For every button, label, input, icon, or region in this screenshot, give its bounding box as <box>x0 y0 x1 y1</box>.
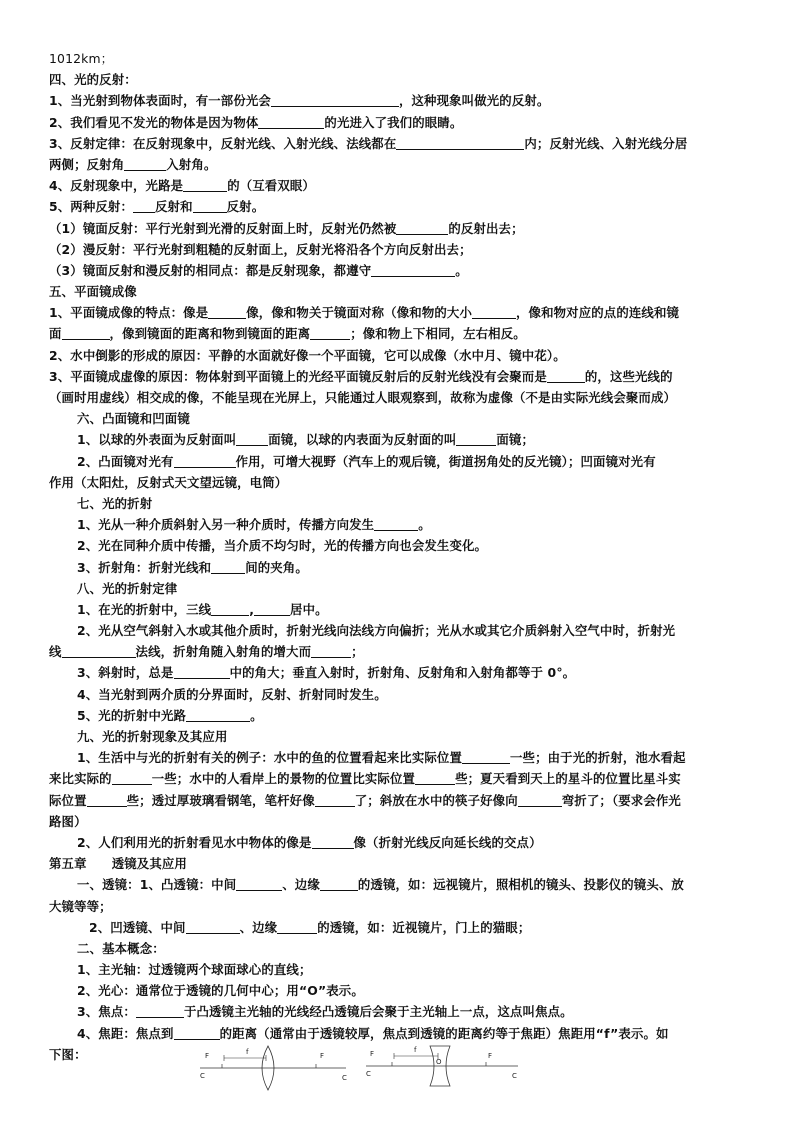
text-segment: 来比实际的 <box>49 771 112 787</box>
text-segment: 的反射出去； <box>448 220 524 236</box>
text-line <box>49 514 749 535</box>
text-segment: 第五章 透镜及其应用 <box>49 856 187 872</box>
text-segment: 1、主光轴：过透镜两个球面球心的直线； <box>77 962 312 978</box>
text-segment: 线 <box>49 644 62 660</box>
text-line <box>49 578 749 599</box>
text-segment: 。 <box>418 517 431 533</box>
text-segment: 作用，可增大视野（汽车上的观后镜，街道拐角处的反光镜）；凹面镜对光有 <box>235 453 656 469</box>
concave-f-label: f <box>414 1046 417 1054</box>
text-segment: 、边缘 <box>282 877 320 893</box>
convex-F-left: F <box>205 1052 210 1060</box>
text-segment: 。 <box>455 262 468 278</box>
text-segment: 中的角大；垂直入射时，折射角、反射角和入射角都等于 0°。 <box>229 665 576 681</box>
text-segment: 八、光的折射定律 <box>77 580 178 596</box>
text-line <box>49 726 749 747</box>
text-line <box>49 196 749 217</box>
fill-in-blank[interactable] <box>133 199 155 213</box>
convex-f-label: f <box>246 1048 249 1056</box>
text-segment: 的透镜，如：近视镜片，门上的猫眼； <box>317 919 531 935</box>
text-segment: 1、当光射到物体表面时，有一部份光会 <box>49 93 271 109</box>
text-segment: 3、斜射时，总是 <box>77 665 174 681</box>
fill-in-blank[interactable] <box>371 263 455 277</box>
fill-in-blank[interactable] <box>374 517 418 531</box>
text-segment: 些；透过厚玻璃看钢笔，笔杆好像 <box>126 792 315 808</box>
fill-in-blank[interactable] <box>415 771 455 785</box>
text-line <box>49 281 749 302</box>
concave-C-right: C <box>512 1072 517 1080</box>
text-line <box>49 387 749 408</box>
text-line <box>49 832 749 853</box>
text-segment: 二、基本概念： <box>77 940 165 956</box>
concave-F-left: F <box>370 1050 375 1058</box>
fill-in-blank[interactable] <box>462 750 510 764</box>
text-line <box>49 218 749 239</box>
text-segment: 际位置 <box>49 792 87 808</box>
text-segment: 5、两种反射： <box>49 199 134 215</box>
fill-in-blank[interactable] <box>271 93 399 107</box>
text-segment: ，像到镜面的距离和物到镜面的距离 <box>109 326 311 342</box>
text-segment: 2、光从空气斜射入水或其他介质时，折射光线向法线方向偏折；光从水或其它介质斜射入空气中时，折射光 <box>77 623 676 639</box>
text-segment: 四、光的反射： <box>49 72 137 88</box>
text-line <box>49 154 749 175</box>
text-segment: 面镜，以球的内表面为反射面的叫 <box>268 432 457 448</box>
text-segment: 路图） <box>49 813 87 829</box>
text-segment: 一些；由于光的折射，池水看起 <box>510 750 686 766</box>
fill-in-blank[interactable] <box>310 326 350 340</box>
text-segment: 3、焦点： <box>77 1004 136 1020</box>
text-segment: 居中。 <box>290 601 328 617</box>
text-segment: 六、凸面镜和凹面镜 <box>77 411 190 427</box>
fill-in-blank[interactable] <box>186 708 250 722</box>
text-segment: 的距离（通常由于透镜较厚，焦点到透镜的距离约等于焦距）焦距用“f”表示。如 <box>219 1025 669 1041</box>
text-segment: 了；斜放在水中的筷子好像向 <box>354 792 518 808</box>
fill-in-blank[interactable] <box>87 793 127 807</box>
text-segment: 作用（太阳灶，反射式天文望远镜，电筒） <box>49 474 288 490</box>
text-segment: 1、以球的外表面为反射面叫 <box>77 432 237 448</box>
text-segment: ； <box>351 644 364 660</box>
text-segment: 反射。 <box>226 199 265 215</box>
fill-in-blank[interactable] <box>174 1026 220 1040</box>
convex-F-right: F <box>320 1052 325 1060</box>
text-line <box>49 853 749 874</box>
fill-in-blank[interactable] <box>174 665 230 679</box>
text-segment: 入射角。 <box>166 156 217 172</box>
fill-in-blank[interactable] <box>112 771 152 785</box>
text-segment: 下图： <box>49 1046 87 1062</box>
fill-in-blank[interactable] <box>396 136 524 150</box>
text-segment: 的，这些光线的 <box>584 368 673 384</box>
text-segment: 面镜； <box>496 432 534 448</box>
text-segment: 于凸透镜主光轴的光线经凸透镜后会聚于主光轴上一点，这点叫焦点。 <box>183 1004 573 1020</box>
text-line <box>49 811 749 832</box>
convex-lens-figure <box>200 1046 347 1090</box>
text-line <box>49 408 749 429</box>
concave-C-left: C <box>366 1070 371 1078</box>
text-line <box>49 535 749 556</box>
text-line <box>49 938 749 959</box>
text-segment: 2、水中倒影的形成的原因：平静的水面就好像一个平面镜，它可以成像（水中月、镜中花）。 <box>49 347 566 363</box>
text-line <box>49 175 749 196</box>
text-segment: 2、光在同种介质中传播，当介质不均匀时，光的传播方向也会发生变化。 <box>77 538 488 554</box>
fill-in-blank[interactable] <box>236 877 282 891</box>
text-segment: 2、凸面镜对光有 <box>77 453 174 469</box>
concave-lens-figure <box>366 1046 518 1086</box>
text-segment: 面 <box>49 326 62 342</box>
text-segment: ，这种现象叫做光的反射。 <box>398 93 550 109</box>
text-line <box>49 684 749 705</box>
text-segment: 像，像和物关于镜面对称（像和物的大小 <box>246 305 472 321</box>
text-line <box>49 260 749 281</box>
text-line <box>49 874 749 895</box>
text-segment: 2、凹透镜、中间 <box>89 919 186 935</box>
text-segment: 一、透镜：1、凸透镜：中间 <box>77 877 237 893</box>
text-segment: 1、平面镜成像的特点：像是 <box>49 305 209 321</box>
text-segment: 间的夹角。 <box>245 559 308 575</box>
fill-in-blank[interactable] <box>315 793 355 807</box>
text-segment: 反射和 <box>155 199 193 215</box>
text-line <box>49 48 749 69</box>
fill-in-blank[interactable] <box>518 793 562 807</box>
text-line <box>49 980 749 1001</box>
text-line <box>49 345 749 366</box>
text-segment: 弯折了；（要求会作光 <box>561 792 681 808</box>
text-line <box>49 790 749 811</box>
fill-in-blank[interactable] <box>208 305 246 319</box>
concave-O-label: O <box>436 1058 442 1066</box>
text-segment: 4、反射现象中，光路是 <box>49 178 184 194</box>
text-segment: ；像和物上下相同，左右相反。 <box>350 326 526 342</box>
fill-in-blank[interactable] <box>320 877 358 891</box>
fill-in-blank[interactable] <box>62 644 136 658</box>
text-line <box>49 302 749 323</box>
text-line <box>49 69 749 90</box>
text-line <box>49 662 749 683</box>
text-line <box>49 1001 749 1022</box>
text-line <box>49 112 749 133</box>
fill-in-blank[interactable] <box>547 369 585 383</box>
fill-in-blank[interactable] <box>472 305 516 319</box>
text-segment: 像（折射光线反向延长线的交点） <box>353 834 542 850</box>
text-segment: 的光进入了我们的眼睛。 <box>324 114 463 130</box>
text-line <box>49 366 749 387</box>
text-segment: 2、光心：通常位于透镜的几何中心；用“O”表示。 <box>77 983 364 999</box>
fill-in-blank[interactable] <box>456 432 496 446</box>
text-line <box>49 451 749 472</box>
text-line <box>49 133 749 154</box>
text-segment: （1）镜面反射：平行光射到光滑的反射面上时，反射光仍然被 <box>49 220 397 236</box>
text-line <box>49 747 749 768</box>
text-segment: 。 <box>250 707 263 723</box>
text-line <box>49 896 749 917</box>
text-line <box>49 599 749 620</box>
fill-in-blank[interactable] <box>311 644 351 658</box>
text-line <box>49 620 749 641</box>
fill-in-blank[interactable] <box>277 920 317 934</box>
text-segment: 的（互看双眼） <box>227 178 315 194</box>
text-segment: 2、我们看见不发光的物体是因为物体 <box>49 114 259 130</box>
text-segment: 1、生活中与光的折射有关的例子：水中的鱼的位置看起来比实际位置 <box>77 750 462 766</box>
convex-C-left: C <box>200 1072 205 1080</box>
text-segment: 4、焦距：焦点到 <box>77 1025 174 1041</box>
text-line <box>49 90 749 111</box>
document-body <box>49 48 749 1065</box>
text-segment: 法线，折射角随入射角的增大而 <box>135 644 312 660</box>
text-segment: （2）漫反射：平行光射到粗糙的反射面上，反射光将沿各个方向反射出去； <box>49 241 472 257</box>
text-segment: （3）镜面反射和漫反射的相同点：都是反射现象，都遵守 <box>49 262 372 278</box>
text-segment: 2、人们利用光的折射看见水中物体的像是 <box>77 834 312 850</box>
text-segment: 的透镜，如：远视镜片，照相机的镜头、投影仪的镜头、放 <box>357 877 684 893</box>
fill-in-blank[interactable] <box>236 432 268 446</box>
fill-in-blank[interactable] <box>124 157 166 171</box>
fill-in-blank[interactable] <box>211 602 249 616</box>
convex-C-right: C <box>342 1074 347 1082</box>
text-line <box>49 641 749 662</box>
text-segment: 1、在光的折射中，三线 <box>77 601 212 617</box>
text-segment: 五、平面镜成像 <box>49 284 137 300</box>
text-segment: 1012km； <box>49 51 114 66</box>
text-segment: 大镜等等； <box>49 898 112 914</box>
text-line <box>49 239 749 260</box>
text-segment: 一些；水中的人看岸上的景物的位置比实际位置 <box>151 771 416 787</box>
fill-in-blank[interactable] <box>136 1004 184 1018</box>
text-line <box>49 323 749 344</box>
text-line <box>49 472 749 493</box>
text-segment: （画时用虚线）相交成的像，不能呈现在光屏上，只能通过人眼观察到，故称为虚像（不是由实际光线会聚而成） <box>49 390 677 405</box>
text-segment: 、边缘 <box>239 919 278 935</box>
text-line <box>49 768 749 789</box>
text-line <box>49 959 749 980</box>
text-line <box>49 429 749 450</box>
text-segment: ，像和物对应的点的连线和镜 <box>516 305 680 321</box>
text-segment: 七、光的折射 <box>77 495 153 511</box>
text-line <box>49 917 749 938</box>
fill-in-blank[interactable] <box>62 326 110 340</box>
text-segment: 3、反射定律：在反射现象中，反射光线、入射光线、法线都在 <box>49 135 397 151</box>
text-segment: 两侧；反射角 <box>49 156 125 172</box>
fill-in-blank[interactable] <box>174 454 236 468</box>
text-segment: 4、当光射到两介质的分界面时，反射、折射同时发生。 <box>77 686 387 702</box>
text-segment: 5、光的折射中光路 <box>77 707 187 723</box>
text-segment: 内；反射光线、入射光线分居 <box>524 135 688 151</box>
text-segment: 1、光从一种介质斜射入另一种介质时，传播方向发生 <box>77 517 375 533</box>
fill-in-blank[interactable] <box>312 835 354 849</box>
concave-F-right: F <box>488 1052 493 1060</box>
fill-in-blank[interactable] <box>254 602 290 616</box>
fill-in-blank[interactable] <box>396 221 448 235</box>
text-segment: , <box>249 601 255 617</box>
fill-in-blank[interactable] <box>258 115 324 129</box>
text-segment: 些；夏天看到天上的星斗的位置比星斗实 <box>455 771 681 787</box>
lens-focal-diagram <box>196 1040 526 1092</box>
fill-in-blank[interactable] <box>193 199 227 213</box>
text-segment: 3、平面镜成虚像的原因：物体射到平面镜上的光经平面镜反射后的反射光线没有会聚而是 <box>49 368 547 384</box>
text-line <box>49 557 749 578</box>
text-line <box>49 493 749 514</box>
text-segment: 3、折射角：折射光线和 <box>77 559 212 575</box>
fill-in-blank[interactable] <box>186 920 240 934</box>
fill-in-blank[interactable] <box>211 560 245 574</box>
fill-in-blank[interactable] <box>183 178 227 192</box>
text-line <box>49 705 749 726</box>
text-segment: 九、光的折射现象及其应用 <box>77 729 228 744</box>
